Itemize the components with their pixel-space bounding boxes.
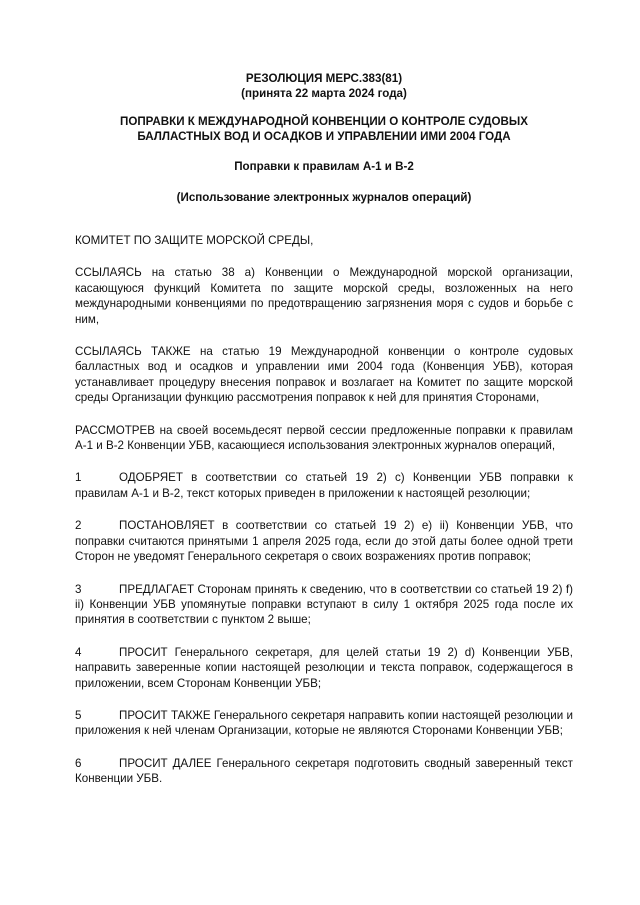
document-title [75,114,573,144]
operative-text-2: в соответствии со статьей 19 2) е) ii) Конвенции УБВ, что поправки считаются принятыми 1 апреля 2025 года, если до этой даты более одной трети Сторон не уведомят Генерального секретаря о своих возражениях против поправок; [75,519,573,564]
paragraph-number-6: 6 [75,756,82,770]
preamble-text-3: на своей восемьдесят первой сессии предложенные поправки к правилам А-1 и В-2 Конвенции УБВ, касающиеся использования электронных журналов операций, [75,423,573,453]
document-subtitle: Поправки к правилам А-1 и В-2 [234,160,414,173]
operative-paragraph-4 [75,645,573,691]
operative-text-5: Генерального секретаря направить копии настоящей резолюции и приложения к ней членам Организации, которые не являются Сторонами Конвенции УБВ; [75,708,573,738]
paragraph-number-4: 4 [75,645,82,659]
operative-lead-1: ОДОБРЯЕТ [119,471,183,485]
document-subsubtitle: (Использование электронных журналов операций) [176,191,472,204]
adoption-date: (принята 22 марта 2024 года) [241,87,407,100]
operative-lead-3: ПРЕДЛАГАЕТ [119,582,195,596]
operative-paragraph-2 [75,518,573,564]
operative-text-1: в соответствии со статьей 19 2) с) Конвенции УБВ поправки к правилам А-1 и В-2, текст которых приведен в приложении к настоящей резолюции; [75,471,573,500]
preamble-text-2: на статью 19 Международной конвенции о контроле судовых балластных вод и осадков и управлении ими 2004 года (Конвенция УБВ), которая устанавливает процедуру внесения поправок и возлагает на Комитет по защите морской среды Организации функцию рассмотрения поправок к ней для принятия Сторонами, [75,345,573,405]
operative-paragraph-3 [75,582,573,628]
operative-paragraph-6 [75,756,573,787]
preamble-lead-1: ССЫЛАЯСЬ [75,266,142,280]
operative-paragraph-5 [75,708,573,739]
operative-lead-5: ПРОСИТ ТАКЖЕ [119,708,211,722]
preamble-lead-2: ССЫЛАЯСЬ ТАКЖЕ [75,345,191,359]
paragraph-number-3: 3 [75,582,82,596]
operative-text-4: Генерального секретаря, для целей статьи 19 2) d) Конвенции УБВ, направить заверенные копии настоящей резолюции и текста поправок, содержащегося в приложении, всем Сторонам Конвенции УБВ; [75,645,573,690]
committee-line: КОМИТЕТ ПО ЗАЩИТЕ МОРСКОЙ СРЕДЫ, [75,234,314,247]
paragraph-number-1: 1 [75,471,82,485]
preamble-paragraph-3 [75,423,573,454]
title-line-1: ПОПРАВКИ К МЕЖДУНАРОДНОЙ КОНВЕНЦИИ О КОНТРОЛЕ СУДОВЫХ [119,115,528,128]
resolution-header [75,0,573,101]
operative-lead-2: ПОСТАНОВЛЯЕТ [119,519,215,533]
resolution-number: РЕЗОЛЮЦИЯ МЕРС.383(81) [245,72,403,85]
paragraph-number-5: 5 [75,708,82,722]
preamble-lead-3: РАССМОТРЕВ [75,423,156,437]
operative-text-3: Сторонам принять к сведению, что в соответствии со статьей 19 2) f) ii) Конвенции УБВ упомянутые поправки вступают в силу 1 октября 2025 года после их принятия в соответствии с пунктом 2 выше; [75,582,573,627]
operative-lead-6: ПРОСИТ ДАЛЕЕ [119,756,212,770]
preamble-text-1: на статью 38 а) Конвенции о Международной морской организации, касающуюся функций Комитета по защите морской среды, возложенных на него международными конвенциями по предотвращению загрязнения моря с судов и борьбе с ним, [75,266,573,326]
paragraph-number-2: 2 [75,519,82,533]
title-line-2: БАЛЛАСТНЫХ ВОД И ОСАДКОВ И УПРАВЛЕНИИ ИМИ 2004 ГОДА [137,130,511,143]
operative-text-6: Генерального секретаря подготовить сводный заверенный текст Конвенции УБВ. [75,756,573,786]
operative-paragraph-1 [75,470,573,501]
preamble-paragraph-2 [75,344,573,406]
preamble-paragraph-1 [75,265,573,327]
operative-lead-4: ПРОСИТ [119,645,168,659]
